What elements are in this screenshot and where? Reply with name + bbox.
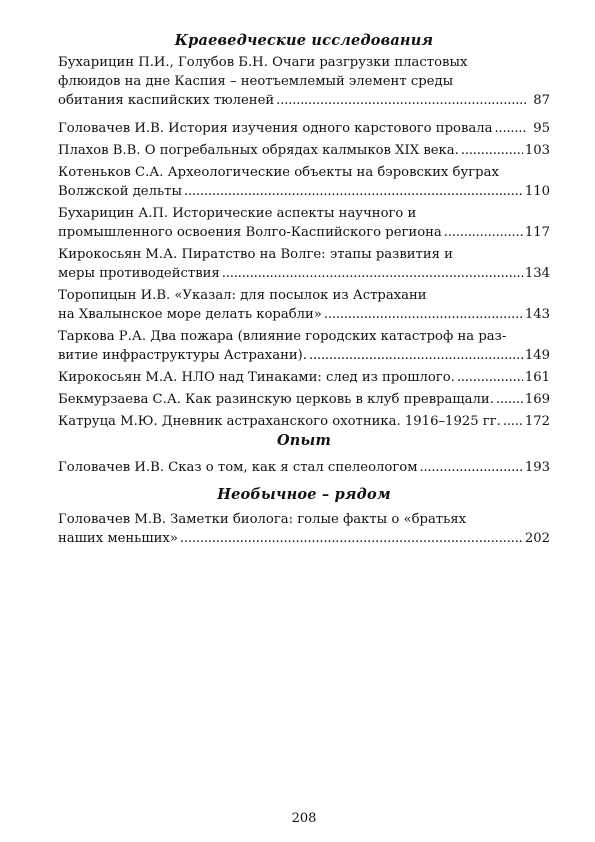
toc-entry-line: флюидов на дне Каспия – неотъемлемый элемент среды — [58, 74, 454, 89]
dot-leader — [419, 458, 522, 477]
toc-entry — [58, 163, 550, 201]
toc-entry-title: Головачев И.В. История изучения одного карстового провала — [58, 121, 493, 136]
toc-page-number: 143 — [524, 307, 550, 322]
toc-page-number: 161 — [524, 370, 550, 385]
toc-entry-title: витие инфраструктуры Астрахани). — [58, 348, 307, 363]
toc-entry — [58, 412, 550, 431]
toc-page-number: 87 — [533, 93, 550, 108]
toc-entry-title: Бекмурзаева С.А. Как разинскую церковь в клуб превращали. — [58, 392, 494, 407]
toc-entry — [58, 327, 550, 365]
toc-entry-title: Головачев И.В. Сказ о том, как я стал спелеологом — [58, 460, 418, 475]
dot-leader — [457, 368, 523, 387]
dot-leader — [222, 264, 523, 283]
toc-entry — [58, 245, 550, 283]
toc-entry-line: Бухарицин П.И., Голубов Б.Н. Очаги разгрузки пластовых — [58, 55, 468, 70]
section-title-experience: Опыт — [276, 432, 332, 449]
dot-leader — [495, 119, 527, 138]
toc-entry-title: наших меньших» — [58, 531, 178, 546]
toc-entry-title: на Хвалынское море делать корабли» — [58, 307, 322, 322]
toc-entry-line: Торопицын И.В. «Указал: для посылок из Астрахани — [58, 288, 427, 303]
dot-leader — [496, 390, 523, 409]
toc-page — [58, 0, 550, 842]
toc-entry — [58, 286, 550, 324]
toc-entry — [58, 510, 550, 548]
toc-entry-line: Кирокосьян М.А. Пиратство на Волге: этапы развития и — [58, 247, 453, 262]
toc-page-number: 172 — [524, 414, 550, 429]
toc-entry — [58, 119, 550, 138]
toc-entry-title: меры противодействия — [58, 266, 220, 281]
toc-entry — [58, 141, 550, 160]
toc-entry-line: Головачев М.В. Заметки биолога: голые факты о «братьях — [58, 512, 467, 527]
dot-leader — [184, 182, 523, 201]
toc-entry-title: Плахов В.В. О погребальных обрядах калмыков XIX века. — [58, 143, 459, 158]
section-title-local-studies: Краеведческие исследования — [174, 32, 434, 49]
toc-entry — [58, 368, 550, 387]
toc-entry — [58, 458, 550, 477]
toc-entry-line: Таркова Р.А. Два пожара (влияние городских катастроф на раз- — [58, 329, 507, 344]
dot-leader — [444, 223, 523, 242]
toc-entry — [58, 53, 550, 110]
toc-entry-title: обитания каспийских тюленей — [58, 93, 275, 108]
toc-page-number: 103 — [524, 143, 550, 158]
toc-entry-title: Волжской дельты — [58, 184, 182, 199]
toc-entry — [58, 390, 550, 409]
toc-entry — [58, 204, 550, 242]
page-footer-number: 208 — [291, 811, 317, 826]
toc-page-number: 202 — [524, 531, 550, 546]
toc-page-number: 117 — [524, 225, 550, 240]
dot-leader — [180, 529, 523, 548]
toc-entry-title: Кирокосьян М.А. НЛО над Тинаками: след из прошлого. — [58, 370, 455, 385]
toc-entry-line: Бухарицин А.П. Исторические аспекты научного и — [58, 206, 417, 221]
toc-entry-title: Катруца М.Ю. Дневник астраханского охотника. 1916–1925 гг. — [58, 414, 501, 429]
toc-page-number: 169 — [524, 392, 550, 407]
toc-page-number: 95 — [533, 121, 550, 136]
dot-leader — [503, 412, 523, 431]
dot-leader — [276, 91, 526, 110]
section-title-unusual-nearby: Необычное – рядом — [217, 486, 391, 503]
toc-page-number: 149 — [524, 348, 550, 363]
toc-page-number: 193 — [524, 460, 550, 475]
toc-entry-title: промышленного освоения Волго-Каспийского региона — [58, 225, 442, 240]
toc-page-number: 110 — [524, 184, 550, 199]
dot-leader — [461, 141, 523, 160]
dot-leader — [309, 346, 523, 365]
dot-leader — [324, 305, 523, 324]
toc-page-number: 134 — [524, 266, 550, 281]
toc-entry-line: Котеньков С.А. Археологические объекты на бэровских буграх — [58, 165, 499, 180]
